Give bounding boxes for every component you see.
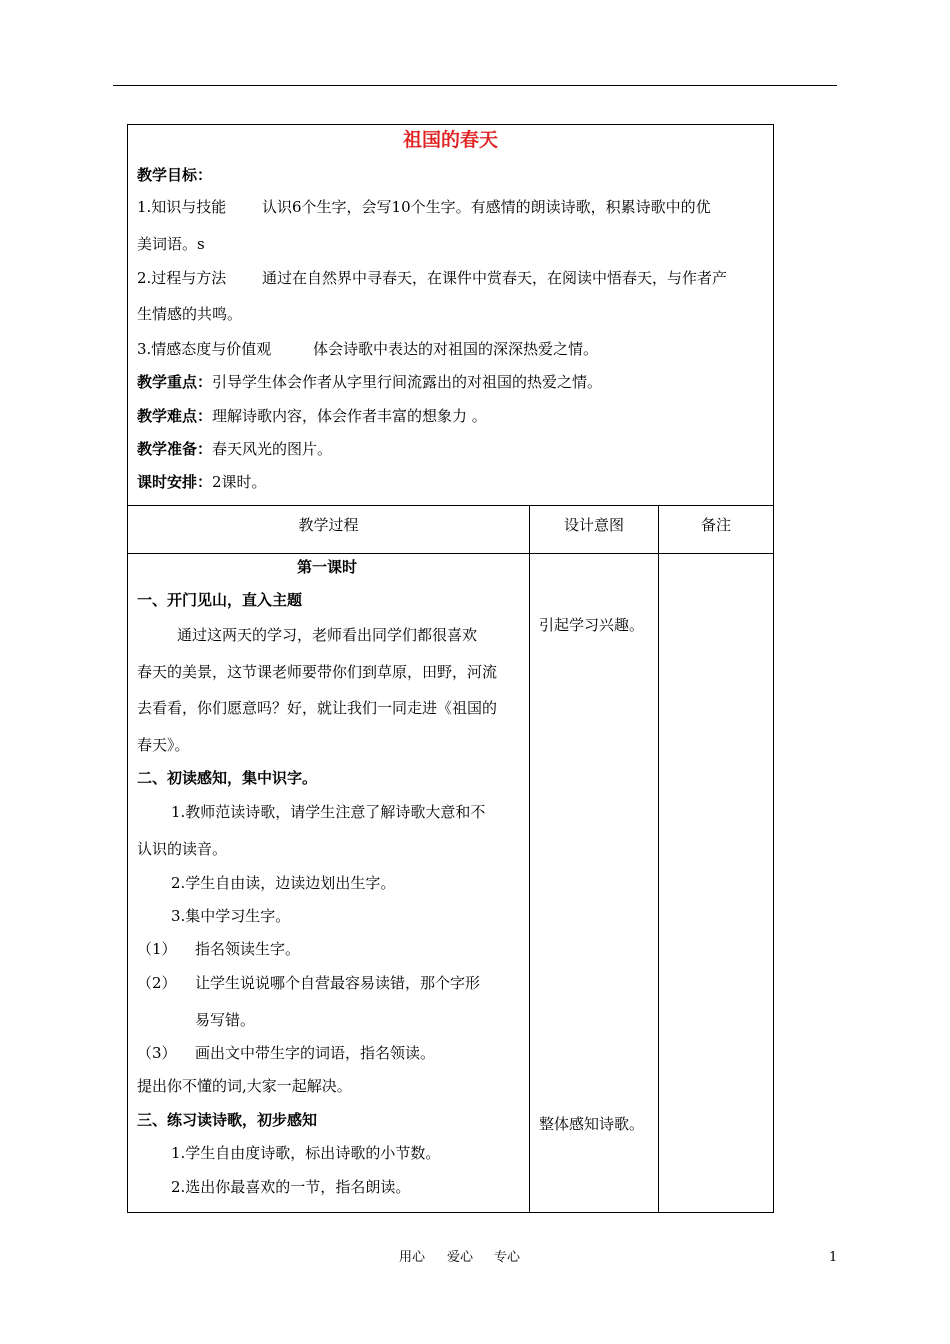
- header-rule: [113, 85, 837, 86]
- key-point-label: 教学重点：: [137, 373, 213, 391]
- section-2-heading: 二、初读感知，集中识字。: [137, 769, 318, 787]
- preparation-label: 教学准备：: [137, 440, 213, 458]
- key-point-row: [137, 372, 602, 392]
- column-header-intent: 设计意图: [563, 516, 624, 534]
- schedule-text: 2课时。: [212, 473, 267, 491]
- intent-note-1: 引起学习兴趣。: [539, 616, 645, 634]
- sub-item-2-text-cont: 易写错。: [195, 1011, 256, 1029]
- section-2-note: 提出你不懂的词,大家一起解决。: [137, 1077, 352, 1095]
- sub-item-2-text: 让学生说说哪个自营最容易读错，那个字形: [195, 974, 481, 992]
- section-1-paragraph-line2: 春天的美景，这节课老师要带你们到草原，田野，河流: [137, 663, 498, 681]
- section-1-paragraph-line4: 春天》。: [137, 736, 190, 754]
- section-1-paragraph-line3: 去看看，你们愿意吗？好，就让我们一同走进《祖国的: [137, 699, 498, 717]
- section-2-item-3: 3.集中学习生字。: [171, 907, 291, 925]
- footer-motto-1: 用心: [399, 1250, 426, 1265]
- sub-item-1-text: 指名领读生字。: [195, 940, 301, 958]
- footer-motto-3: 专心: [494, 1250, 521, 1265]
- section-1-heading: 一、开门见山，直入主题: [137, 591, 303, 609]
- preparation-row: [137, 439, 332, 459]
- section-2-item-1-cont: 认识的读音。: [137, 840, 228, 858]
- objective-1-text: 认识6个生字，会写10个生字。有感情的朗读诗歌，积累诗歌中的优: [262, 198, 711, 216]
- section-2-item-1: 1.教师范读诗歌，请学生注意了解诗歌大意和不: [171, 803, 486, 821]
- schedule-row: [137, 472, 267, 492]
- sub-item-2-number: （2）: [137, 974, 177, 992]
- footer-motto-2: 爱心: [447, 1250, 474, 1265]
- page-title: 祖国的春天: [402, 129, 498, 151]
- objective-1-label: 1.知识与技能: [137, 198, 227, 216]
- objective-3-text: 体会诗歌中表达的对祖国的深深热爱之情。: [313, 340, 599, 358]
- preparation-text: 春天风光的图片。: [212, 440, 333, 458]
- objective-2-text: 通过在自然界中寻春天，在课件中赏春天，在阅读中悟春天，与作者产: [262, 269, 728, 287]
- objective-2-label: 2.过程与方法: [137, 269, 227, 287]
- difficulty-label: 教学难点：: [137, 407, 213, 425]
- section-3-item-2: 2.选出你最喜欢的一节，指名朗读。: [171, 1178, 411, 1196]
- sub-item-3-number: （3）: [137, 1044, 177, 1062]
- section-2-item-2: 2.学生自由读，边读边划出生字。: [171, 874, 396, 892]
- section-1-paragraph: 通过这两天的学习，老师看出同学们都很喜欢: [177, 626, 478, 644]
- schedule-label: 课时安排：: [137, 473, 213, 491]
- objective-2-text-cont: 生情感的共鸣。: [137, 305, 243, 323]
- section-3-item-1: 1.学生自由度诗歌，标出诗歌的小节数。: [171, 1144, 441, 1162]
- sub-item-3-text: 画出文中带生字的词语，指名领读。: [195, 1044, 436, 1062]
- objective-1-text-cont: 美词语。s: [137, 235, 205, 253]
- column-header-process: 教学过程: [298, 516, 359, 534]
- difficulty-row: [137, 406, 487, 426]
- objective-3-label: 3.情感态度与价值观: [137, 340, 272, 358]
- section-3-heading: 三、练习读诗歌，初步感知: [137, 1111, 318, 1129]
- sub-item-1-number: （1）: [137, 940, 177, 958]
- objectives-heading: 教学目标：: [137, 166, 213, 184]
- column-divider-1: [529, 505, 530, 1213]
- difficulty-text: 理解诗歌内容，体会作者丰富的想象力 。: [212, 407, 487, 425]
- table-divider-header: [127, 553, 774, 554]
- column-divider-2: [658, 505, 659, 1213]
- key-point-text: 引导学生体会作者从字里行间流露出的对祖国的热爱之情。: [212, 373, 603, 391]
- lesson-title: 第一课时: [297, 558, 358, 576]
- column-header-notes: 备注: [700, 516, 731, 534]
- intent-note-2: 整体感知诗歌。: [539, 1115, 645, 1133]
- page-number: 1: [829, 1250, 838, 1265]
